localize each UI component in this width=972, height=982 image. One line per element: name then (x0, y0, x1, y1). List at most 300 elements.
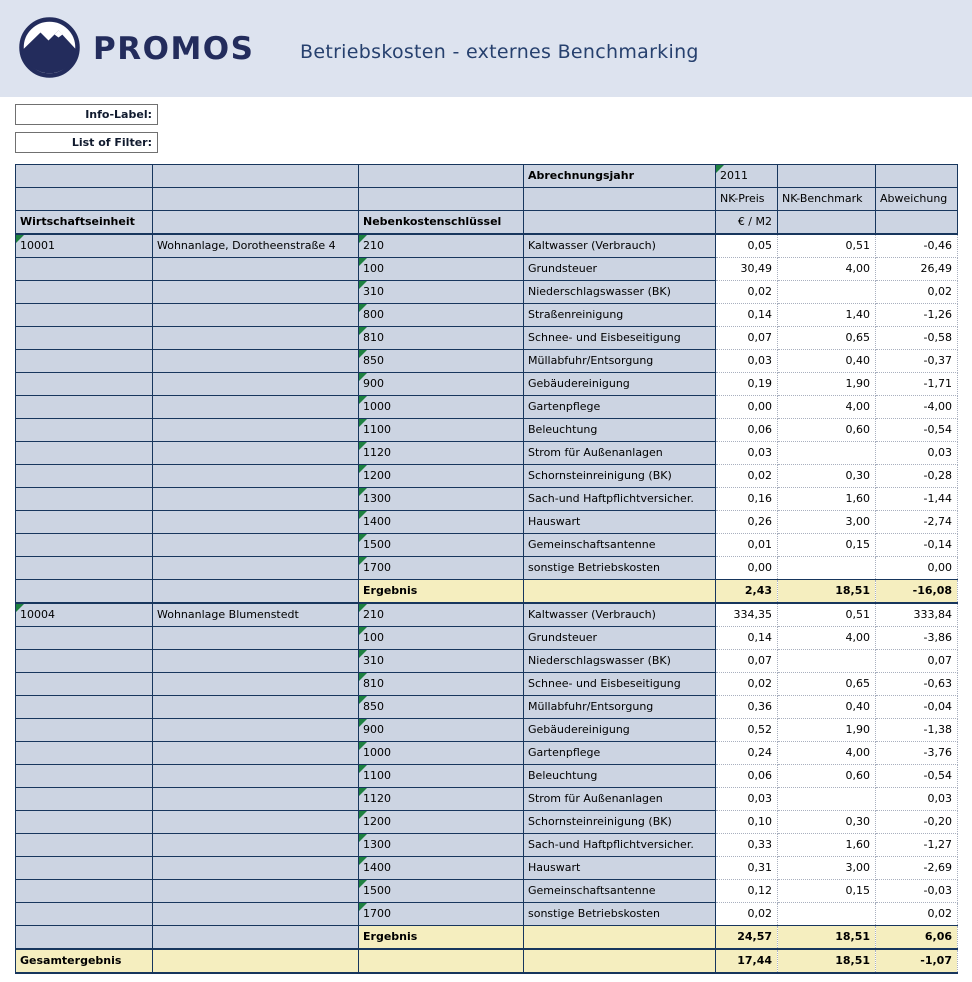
abweichung-cell[interactable]: -16,08 (876, 580, 958, 604)
we-id-cell[interactable] (16, 719, 153, 742)
we-id-cell[interactable] (16, 627, 153, 650)
nk-benchmark-cell[interactable]: 4,00 (778, 396, 876, 419)
nk-benchmark-cell[interactable] (778, 442, 876, 465)
abweichung-cell[interactable]: 0,03 (876, 788, 958, 811)
nk-preis-cell[interactable]: 0,03 (716, 442, 778, 465)
nk-preis-cell[interactable]: 0,06 (716, 765, 778, 788)
green-triangle-icon (16, 604, 24, 612)
nk-preis-cell[interactable]: 0,52 (716, 719, 778, 742)
nk-code-cell[interactable]: 1200 (359, 811, 524, 834)
nk-name-cell[interactable] (524, 949, 716, 973)
nk-preis-cell[interactable]: 0,19 (716, 373, 778, 396)
nk-code-cell[interactable]: 900 (359, 373, 524, 396)
data-row (16, 557, 958, 580)
data-row (16, 880, 958, 903)
green-triangle-icon (359, 258, 367, 266)
green-triangle-icon (359, 465, 367, 473)
nk-name-cell[interactable]: Straßenreinigung (524, 304, 716, 327)
nk-preis-cell[interactable]: 17,44 (716, 949, 778, 973)
nk-code-cell[interactable]: 800 (359, 304, 524, 327)
data-row (16, 511, 958, 534)
abweichung-cell[interactable]: -0,54 (876, 765, 958, 788)
we-name-cell[interactable] (153, 811, 359, 834)
green-triangle-icon (359, 627, 367, 635)
nk-name-cell[interactable]: Schnee- und Eisbeseitigung (524, 327, 716, 350)
data-row (16, 627, 958, 650)
nk-benchmark-cell[interactable] (778, 281, 876, 304)
nk-code-cell[interactable]: 100 (359, 258, 524, 281)
green-triangle-icon (359, 396, 367, 404)
nk-preis-cell[interactable]: 30,49 (716, 258, 778, 281)
header-cell[interactable] (778, 211, 876, 235)
we-id-cell[interactable] (16, 926, 153, 950)
nk-benchmark-cell[interactable]: 1,40 (778, 304, 876, 327)
nk-preis-cell[interactable]: 0,02 (716, 281, 778, 304)
header-cell[interactable] (524, 188, 716, 211)
abweichung-cell[interactable]: 0,02 (876, 903, 958, 926)
green-triangle-icon (359, 650, 367, 658)
header-cell[interactable] (16, 188, 153, 211)
data-row (16, 350, 958, 373)
nk-code-cell[interactable]: 810 (359, 673, 524, 696)
nk-preis-cell[interactable]: 0,02 (716, 673, 778, 696)
nk-code-cell[interactable]: 1000 (359, 742, 524, 765)
we-id-cell[interactable] (16, 534, 153, 557)
nk-name-cell[interactable]: Gemeinschaftsantenne (524, 534, 716, 557)
nk-name-cell[interactable]: Beleuchtung (524, 765, 716, 788)
abweichung-cell[interactable]: -1,44 (876, 488, 958, 511)
green-triangle-icon (359, 373, 367, 381)
we-name-cell[interactable] (153, 788, 359, 811)
nk-benchmark-cell[interactable] (778, 788, 876, 811)
data-row (16, 327, 958, 350)
green-triangle-icon (359, 765, 367, 773)
nk-benchmark-header[interactable]: NK-Benchmark (778, 188, 876, 211)
ergebnis-label[interactable]: Ergebnis (359, 580, 524, 604)
header-cell[interactable] (153, 188, 359, 211)
nk-benchmark-cell[interactable]: 4,00 (778, 258, 876, 281)
nk-code-cell[interactable]: 310 (359, 281, 524, 304)
we-id-cell[interactable] (16, 857, 153, 880)
green-triangle-icon (359, 419, 367, 427)
data-row (16, 534, 958, 557)
data-row (16, 603, 958, 627)
nk-preis-cell[interactable]: 0,36 (716, 696, 778, 719)
green-triangle-icon (16, 235, 24, 243)
nk-preis-cell[interactable]: 0,02 (716, 465, 778, 488)
nk-benchmark-cell[interactable]: 3,00 (778, 857, 876, 880)
we-name-cell[interactable] (153, 627, 359, 650)
abweichung-cell[interactable]: -0,46 (876, 234, 958, 258)
green-triangle-icon (359, 304, 367, 312)
green-triangle-icon (359, 327, 367, 335)
data-row (16, 673, 958, 696)
green-triangle-icon (359, 857, 367, 865)
we-id-cell[interactable] (16, 258, 153, 281)
nk-preis-cell[interactable]: 0,24 (716, 742, 778, 765)
nk-code-cell[interactable]: 850 (359, 696, 524, 719)
nk-benchmark-cell[interactable]: 0,65 (778, 673, 876, 696)
we-name-cell[interactable] (153, 327, 359, 350)
abweichung-cell[interactable]: 0,07 (876, 650, 958, 673)
header-row-measures (16, 188, 958, 211)
nk-code-cell[interactable]: 1700 (359, 557, 524, 580)
we-name-cell[interactable] (153, 926, 359, 950)
abweichung-cell[interactable]: -1,71 (876, 373, 958, 396)
we-id-cell[interactable] (16, 811, 153, 834)
abweichung-cell[interactable]: -0,63 (876, 673, 958, 696)
nk-preis-cell[interactable]: 0,03 (716, 350, 778, 373)
gesamtergebnis-row (16, 949, 958, 973)
nk-name-cell[interactable]: Hauswart (524, 857, 716, 880)
green-triangle-icon (359, 719, 367, 727)
nk-benchmark-cell[interactable]: 0,30 (778, 811, 876, 834)
nk-preis-cell[interactable]: 0,07 (716, 650, 778, 673)
nk-name-cell[interactable]: sonstige Betriebskosten (524, 557, 716, 580)
green-triangle-icon (359, 742, 367, 750)
nk-name-cell[interactable]: Gemeinschaftsantenne (524, 880, 716, 903)
nk-code-cell[interactable]: 1700 (359, 903, 524, 926)
we-name-cell[interactable] (153, 742, 359, 765)
abweichung-cell[interactable]: 0,02 (876, 281, 958, 304)
we-name-cell[interactable] (153, 949, 359, 973)
green-triangle-icon (359, 880, 367, 888)
header-cell[interactable] (359, 165, 524, 188)
unit-cell[interactable]: € / M2 (716, 211, 778, 235)
nk-benchmark-cell[interactable]: 0,65 (778, 327, 876, 350)
we-name-cell[interactable] (153, 442, 359, 465)
nk-name-cell[interactable]: Strom für Außenanlagen (524, 788, 716, 811)
nk-preis-header[interactable]: NK-Preis (716, 188, 778, 211)
nk-preis-cell[interactable]: 0,06 (716, 419, 778, 442)
nk-name-cell[interactable]: Niederschlagswasser (BK) (524, 650, 716, 673)
gesamtergebnis-label[interactable]: Gesamtergebnis (16, 949, 153, 973)
nk-preis-cell[interactable]: 2,43 (716, 580, 778, 604)
green-triangle-icon (716, 165, 724, 173)
nk-benchmark-cell[interactable]: 0,60 (778, 765, 876, 788)
nk-preis-cell[interactable]: 0,07 (716, 327, 778, 350)
data-row (16, 258, 958, 281)
we-name-cell[interactable]: Wohnanlage, Dorotheenstraße 4 (153, 234, 359, 258)
abweichung-cell[interactable]: -1,26 (876, 304, 958, 327)
nk-benchmark-cell[interactable] (778, 557, 876, 580)
header-cell[interactable] (153, 165, 359, 188)
nk-benchmark-cell[interactable]: 18,51 (778, 949, 876, 973)
nk-benchmark-cell[interactable]: 4,00 (778, 627, 876, 650)
abweichung-header[interactable]: Abweichung (876, 188, 958, 211)
abrechnungsjahr-label[interactable]: Abrechnungsjahr (524, 165, 716, 188)
data-row (16, 834, 958, 857)
nk-name-cell[interactable]: Gartenpflege (524, 742, 716, 765)
ergebnis-row (16, 580, 958, 604)
we-id-cell[interactable] (16, 903, 153, 926)
nk-code-cell[interactable]: 1200 (359, 465, 524, 488)
nk-code-cell[interactable]: 1120 (359, 442, 524, 465)
nk-benchmark-cell[interactable]: 1,60 (778, 834, 876, 857)
data-row (16, 857, 958, 880)
nk-code-cell[interactable]: 1120 (359, 788, 524, 811)
nk-code-cell[interactable]: 1400 (359, 857, 524, 880)
nk-benchmark-cell[interactable] (778, 903, 876, 926)
nk-preis-cell[interactable]: 0,26 (716, 511, 778, 534)
we-name-cell[interactable] (153, 765, 359, 788)
nk-benchmark-cell[interactable]: 1,60 (778, 488, 876, 511)
data-row (16, 650, 958, 673)
nk-code-cell[interactable]: 1400 (359, 511, 524, 534)
we-id-cell[interactable] (16, 327, 153, 350)
nebenkostenschluessel-header[interactable]: Nebenkostenschlüssel (359, 211, 524, 235)
abweichung-cell[interactable]: 333,84 (876, 603, 958, 627)
data-row (16, 719, 958, 742)
we-name-cell[interactable] (153, 880, 359, 903)
we-id-cell[interactable] (16, 281, 153, 304)
nk-name-cell[interactable]: Gebäudereinigung (524, 719, 716, 742)
header-cell[interactable] (524, 211, 716, 235)
nk-preis-cell[interactable]: 0,10 (716, 811, 778, 834)
nk-name-cell[interactable]: Schnee- und Eisbeseitigung (524, 673, 716, 696)
nk-name-cell[interactable] (524, 580, 716, 604)
nk-name-cell[interactable]: Grundsteuer (524, 258, 716, 281)
ergebnis-label[interactable]: Ergebnis (359, 926, 524, 950)
data-row (16, 419, 958, 442)
nk-benchmark-cell[interactable]: 0,15 (778, 534, 876, 557)
nk-name-cell[interactable]: Gartenpflege (524, 396, 716, 419)
nk-name-cell[interactable]: Gebäudereinigung (524, 373, 716, 396)
nk-preis-cell[interactable]: 0,12 (716, 880, 778, 903)
we-name-cell[interactable] (153, 258, 359, 281)
we-name-cell[interactable] (153, 511, 359, 534)
we-id-cell[interactable] (16, 396, 153, 419)
we-id-cell[interactable] (16, 580, 153, 604)
nk-benchmark-cell[interactable]: 1,90 (778, 719, 876, 742)
we-id-cell[interactable] (16, 373, 153, 396)
abweichung-cell[interactable]: -3,86 (876, 627, 958, 650)
nk-code-cell[interactable]: 1100 (359, 765, 524, 788)
abweichung-cell[interactable]: -1,38 (876, 719, 958, 742)
nk-code-cell[interactable]: 1500 (359, 534, 524, 557)
page-header (0, 0, 972, 97)
we-id-cell[interactable] (16, 304, 153, 327)
nk-name-cell[interactable]: Sach-und Haftpflichtversicher. (524, 488, 716, 511)
nk-code-cell[interactable]: 100 (359, 627, 524, 650)
nk-name-cell[interactable]: Strom für Außenanlagen (524, 442, 716, 465)
wirtschaftseinheit-header[interactable]: Wirtschaftseinheit (16, 211, 153, 235)
abweichung-cell[interactable]: -0,03 (876, 880, 958, 903)
abweichung-cell[interactable]: 0,03 (876, 442, 958, 465)
we-name-cell[interactable] (153, 488, 359, 511)
header-cell[interactable] (359, 188, 524, 211)
nk-code-cell[interactable]: 1500 (359, 880, 524, 903)
nk-name-cell[interactable]: Schornsteinreinigung (BK) (524, 465, 716, 488)
abweichung-cell[interactable]: -0,20 (876, 811, 958, 834)
we-name-cell[interactable] (153, 719, 359, 742)
nk-preis-cell[interactable]: 0,01 (716, 534, 778, 557)
we-name-cell[interactable] (153, 419, 359, 442)
we-name-cell[interactable] (153, 304, 359, 327)
nk-name-cell[interactable]: Schornsteinreinigung (BK) (524, 811, 716, 834)
we-name-cell[interactable] (153, 857, 359, 880)
we-id-cell[interactable] (16, 442, 153, 465)
nk-benchmark-cell[interactable]: 3,00 (778, 511, 876, 534)
we-name-cell[interactable] (153, 673, 359, 696)
header-cell[interactable] (876, 165, 958, 188)
nk-benchmark-cell[interactable] (778, 650, 876, 673)
nk-preis-cell[interactable]: 0,31 (716, 857, 778, 880)
we-id-cell[interactable] (16, 465, 153, 488)
nk-preis-cell[interactable]: 0,14 (716, 304, 778, 327)
we-id-cell[interactable] (16, 673, 153, 696)
nk-code-cell[interactable]: 310 (359, 650, 524, 673)
we-id-cell[interactable] (16, 488, 153, 511)
nk-preis-cell[interactable]: 0,02 (716, 903, 778, 926)
nk-name-cell[interactable]: Kaltwasser (Verbrauch) (524, 234, 716, 258)
we-id-cell[interactable] (16, 742, 153, 765)
we-name-cell[interactable] (153, 650, 359, 673)
nk-name-cell[interactable]: Müllabfuhr/Entsorgung (524, 696, 716, 719)
brand-name: PROMOS (93, 31, 255, 67)
abweichung-cell[interactable]: -0,54 (876, 419, 958, 442)
list-of-filter-field[interactable]: List of Filter: (15, 132, 158, 153)
header-cell[interactable] (778, 165, 876, 188)
green-triangle-icon (359, 281, 367, 289)
nk-preis-cell[interactable]: 0,03 (716, 788, 778, 811)
nk-code-cell[interactable]: 1300 (359, 488, 524, 511)
nk-preis-cell[interactable]: 0,33 (716, 834, 778, 857)
nk-name-cell[interactable]: Hauswart (524, 511, 716, 534)
we-name-cell[interactable] (153, 696, 359, 719)
we-id-cell[interactable] (16, 511, 153, 534)
nk-code-cell[interactable]: 900 (359, 719, 524, 742)
we-id-cell[interactable]: 10001 (16, 234, 153, 258)
abweichung-cell[interactable]: -2,74 (876, 511, 958, 534)
abweichung-cell[interactable]: -2,69 (876, 857, 958, 880)
header-row-dimensions (16, 211, 958, 235)
nk-benchmark-cell[interactable]: 0,40 (778, 696, 876, 719)
nk-name-cell[interactable]: sonstige Betriebskosten (524, 903, 716, 926)
we-name-cell[interactable] (153, 557, 359, 580)
abweichung-cell[interactable]: -0,58 (876, 327, 958, 350)
header-cell[interactable] (876, 211, 958, 235)
data-row (16, 696, 958, 719)
nk-name-cell[interactable]: Niederschlagswasser (BK) (524, 281, 716, 304)
nk-preis-cell[interactable]: 0,05 (716, 234, 778, 258)
nk-code-cell[interactable]: 850 (359, 350, 524, 373)
green-triangle-icon (359, 788, 367, 796)
data-row (16, 903, 958, 926)
abweichung-cell[interactable]: -3,76 (876, 742, 958, 765)
green-triangle-icon (359, 673, 367, 681)
green-triangle-icon (359, 557, 367, 565)
we-name-cell[interactable] (153, 350, 359, 373)
abweichung-cell[interactable]: 6,06 (876, 926, 958, 950)
abweichung-cell[interactable]: 0,00 (876, 557, 958, 580)
green-triangle-icon (359, 834, 367, 842)
green-triangle-icon (359, 696, 367, 704)
nk-benchmark-cell[interactable]: 0,51 (778, 234, 876, 258)
nk-code-cell[interactable]: 1100 (359, 419, 524, 442)
green-triangle-icon (359, 903, 367, 911)
nk-preis-cell[interactable]: 334,35 (716, 603, 778, 627)
we-name-cell[interactable]: Wohnanlage Blumenstedt (153, 603, 359, 627)
header-cell[interactable] (16, 165, 153, 188)
we-name-cell[interactable] (153, 834, 359, 857)
header-cell[interactable] (153, 211, 359, 235)
we-name-cell[interactable] (153, 580, 359, 604)
nk-name-cell[interactable]: Beleuchtung (524, 419, 716, 442)
nk-name-cell[interactable]: Grundsteuer (524, 627, 716, 650)
nk-code-cell[interactable]: 210 (359, 234, 524, 258)
nk-benchmark-cell[interactable]: 18,51 (778, 926, 876, 950)
nk-name-cell[interactable]: Müllabfuhr/Entsorgung (524, 350, 716, 373)
we-name-cell[interactable] (153, 396, 359, 419)
we-id-cell[interactable] (16, 765, 153, 788)
we-id-cell[interactable] (16, 557, 153, 580)
we-id-cell[interactable] (16, 419, 153, 442)
we-id-cell[interactable] (16, 880, 153, 903)
we-name-cell[interactable] (153, 373, 359, 396)
nk-benchmark-cell[interactable]: 0,15 (778, 880, 876, 903)
header-row-year (16, 165, 958, 188)
nk-name-cell[interactable]: Sach-und Haftpflichtversicher. (524, 834, 716, 857)
year-cell[interactable] (716, 165, 778, 188)
we-name-cell[interactable] (153, 465, 359, 488)
nk-preis-cell[interactable]: 0,14 (716, 627, 778, 650)
nk-code-cell[interactable]: 1000 (359, 396, 524, 419)
we-id-cell[interactable]: 10004 (16, 603, 153, 627)
info-label-field[interactable]: Info-Label: (15, 104, 158, 125)
nk-benchmark-cell[interactable]: 1,90 (778, 373, 876, 396)
green-triangle-icon (359, 811, 367, 819)
nk-preis-cell[interactable]: 24,57 (716, 926, 778, 950)
we-id-cell[interactable] (16, 834, 153, 857)
nk-code-cell[interactable]: 1300 (359, 834, 524, 857)
we-id-cell[interactable] (16, 788, 153, 811)
abweichung-cell[interactable]: -1,07 (876, 949, 958, 973)
abweichung-cell[interactable]: 26,49 (876, 258, 958, 281)
abweichung-cell[interactable]: -0,14 (876, 534, 958, 557)
green-triangle-icon (359, 235, 367, 243)
nk-benchmark-cell[interactable]: 0,40 (778, 350, 876, 373)
abweichung-cell[interactable]: -4,00 (876, 396, 958, 419)
abweichung-cell[interactable]: -0,28 (876, 465, 958, 488)
nk-name-cell[interactable]: Kaltwasser (Verbrauch) (524, 603, 716, 627)
we-name-cell[interactable] (153, 534, 359, 557)
we-id-cell[interactable] (16, 696, 153, 719)
nk-benchmark-cell[interactable]: 0,30 (778, 465, 876, 488)
green-triangle-icon (359, 442, 367, 450)
nk-benchmark-cell[interactable]: 0,51 (778, 603, 876, 627)
we-name-cell[interactable] (153, 281, 359, 304)
green-triangle-icon (359, 534, 367, 542)
nk-benchmark-cell[interactable]: 4,00 (778, 742, 876, 765)
abweichung-cell[interactable]: -0,04 (876, 696, 958, 719)
nk-preis-cell[interactable]: 0,16 (716, 488, 778, 511)
nk-benchmark-cell[interactable]: 18,51 (778, 580, 876, 604)
ergebnis-row (16, 926, 958, 950)
abweichung-cell[interactable]: -1,27 (876, 834, 958, 857)
nk-code-cell[interactable] (359, 949, 524, 973)
we-id-cell[interactable] (16, 350, 153, 373)
we-name-cell[interactable] (153, 903, 359, 926)
nk-benchmark-cell[interactable]: 0,60 (778, 419, 876, 442)
nk-preis-cell[interactable]: 0,00 (716, 396, 778, 419)
nk-code-cell[interactable]: 810 (359, 327, 524, 350)
nk-name-cell[interactable] (524, 926, 716, 950)
we-id-cell[interactable] (16, 650, 153, 673)
abweichung-cell[interactable]: -0,37 (876, 350, 958, 373)
nk-preis-cell[interactable]: 0,00 (716, 557, 778, 580)
nk-code-cell[interactable]: 210 (359, 603, 524, 627)
